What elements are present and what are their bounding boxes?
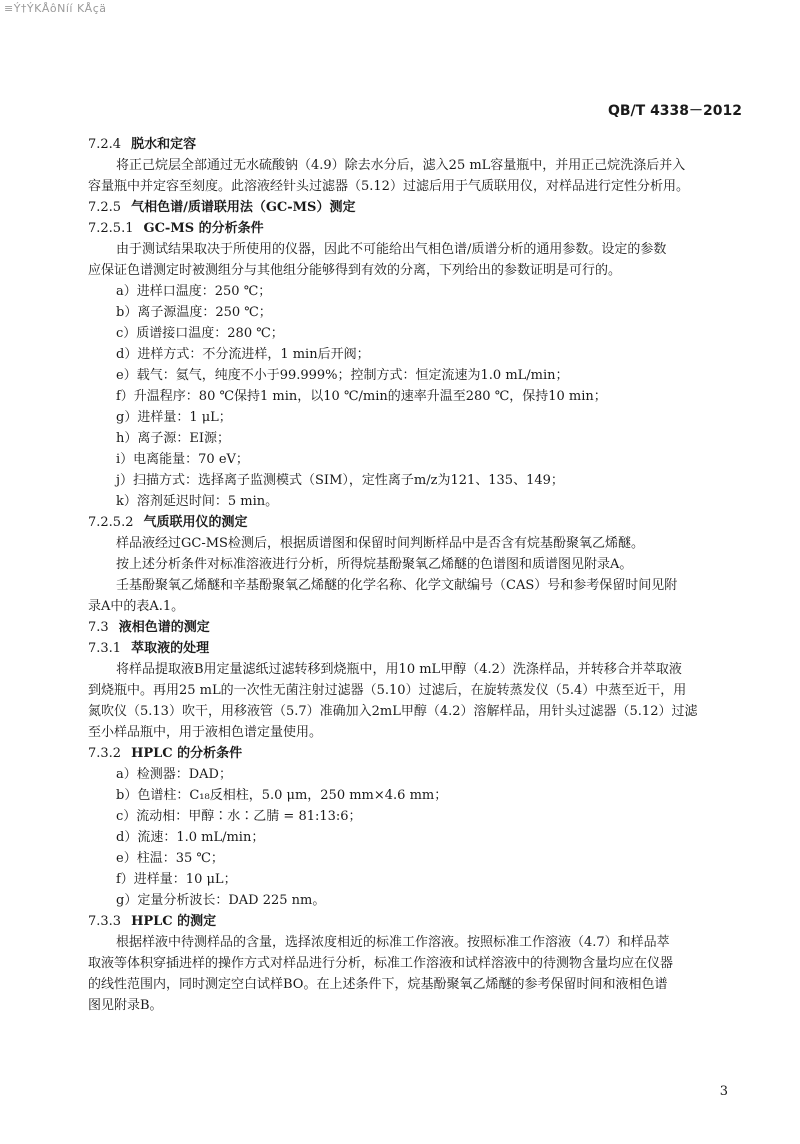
- paragraph-continuation: 录A中的表A.1。: [88, 599, 185, 614]
- section-heading: [88, 638, 752, 659]
- section-number: 7.2.5.2: [88, 515, 134, 530]
- list-item: f）进样量：10 μL；: [116, 872, 237, 887]
- section-title: HPLC 的分析条件: [131, 746, 243, 761]
- list-item: a）进样口温度：250 ℃；: [116, 284, 272, 299]
- paragraph-line: 将正己烷层全部通过无水硫酸钠（4.9）除去水分后，滤入25 mL容量瓶中，并用正己烷洗涤后并入: [116, 158, 686, 173]
- list-item: g）进样量：1 μL；: [116, 410, 232, 425]
- section-title: 脱水和定容: [131, 137, 197, 152]
- paragraph-continuation: 氮吹仪（5.13）吹干，用移液管（5.7）准确加入2mL甲醇（4.2）溶解样品，用针头过滤器（5.12）过滤: [88, 704, 698, 719]
- section-heading: [88, 512, 752, 533]
- paragraph-line: 将样品提取液B用定量滤纸过滤转移到烧瓶中，用10 mL甲醇（4.2）洗涤样品，并转移合并萃取液: [116, 662, 682, 677]
- paragraph-continuation: 到烧瓶中。再用25 mL的一次性无菌注射过滤器（5.10）过滤后，在旋转蒸发仪（5.4）中蒸至近干，用: [88, 683, 687, 698]
- section-title: HPLC 的测定: [131, 914, 217, 929]
- paragraph-line: 样品液经过GC-MS检测后，根据质谱图和保留时间判断样品中是否含有烷基酚聚氧乙烯醚。: [116, 536, 644, 551]
- list-item: d）流速：1.0 mL/min；: [116, 830, 265, 845]
- section-heading: [88, 911, 752, 932]
- section-title: 萃取液的处理: [131, 641, 210, 656]
- section-heading: [88, 197, 752, 218]
- list-item: b）离子源温度：250 ℃；: [116, 305, 272, 320]
- list-item: i）电离能量：70 eV；: [116, 452, 249, 467]
- section-number: 7.2.4: [88, 137, 122, 152]
- paragraph-line: 根据样液中待测样品的含量，选择浓度相近的标准工作溶液。按照标准工作溶液（4.7）和样品萃: [116, 935, 670, 950]
- section-heading: [88, 617, 752, 638]
- section-title: GC-MS 的分析条件: [143, 221, 264, 236]
- section-title: 液相色谱的测定: [118, 620, 210, 635]
- page-number: 3: [719, 1084, 728, 1099]
- list-item: e）柱温：35 ℃；: [116, 851, 224, 866]
- list-item: j）扫描方式：选择离子监测模式（SIM），定性离子m/z为121、135、149；: [116, 473, 564, 488]
- paragraph-continuation: 取液等体积穿插进样的操作方式对样品进行分析，标准工作溶液和试样溶液中的待测物含量均应在仪器: [88, 956, 674, 971]
- document-number: QB/T 4338－2012: [607, 103, 742, 119]
- section-number: 7.3: [88, 620, 109, 635]
- paragraph-line: 由于测试结果取决于所使用的仪器，因此不可能给出气相色谱/质谱分析的通用参数。设定的参数: [116, 242, 667, 257]
- paragraph-continuation: 的线性范围内，同时测定空白试样BO。在上述条件下，烷基酚聚氧乙烯醚的参考保留时间和液相色谱: [88, 977, 668, 992]
- paragraph-continuation: 图见附录B。: [88, 998, 163, 1013]
- document-body: [88, 134, 752, 1016]
- section-number: 7.2.5: [88, 200, 122, 215]
- paragraph-line: 按上述分析条件对标准溶液进行分析，所得烷基酚聚氧乙烯醚的色谱图和质谱图见附录A。: [116, 557, 633, 572]
- list-item: a）检测器：DAD；: [116, 767, 232, 782]
- watermark-text: ≡Ý†ÝKÅôNíí KÅçä: [4, 2, 107, 15]
- section-heading: [88, 743, 752, 764]
- section-title: 气质联用仪的测定: [143, 515, 248, 530]
- section-heading: [88, 134, 752, 155]
- section-number: 7.3.1: [88, 641, 122, 656]
- list-item: f）升温程序：80 ℃保持1 min，以10 ℃/min的速率升温至280 ℃，保持10 min；: [116, 389, 607, 404]
- list-item: c）质谱接口温度：280 ℃；: [116, 326, 284, 341]
- paragraph-continuation: 容量瓶中并定容至刻度。此溶液经针头过滤器（5.12）过滤后用于气质联用仪，对样品进行定性分析用。: [88, 179, 689, 194]
- section-number: 7.2.5.1: [88, 221, 134, 236]
- list-item: h）离子源：EI源；: [116, 431, 230, 446]
- list-item: b）色谱柱：C₁₈反相柱，5.0 μm，250 mm×4.6 mm；: [116, 788, 448, 803]
- paragraph-continuation: 至小样品瓶中，用于液相色谱定量使用。: [88, 725, 323, 740]
- section-number: 7.3.2: [88, 746, 122, 761]
- section-title: 气相色谱/质谱联用法（GC-MS）测定: [131, 200, 356, 215]
- list-item: e）载气：氦气，纯度不小于99.999%；控制方式：恒定流速为1.0 mL/min；: [116, 368, 569, 383]
- paragraph-line: 壬基酚聚氧乙烯醚和辛基酚聚氧乙烯醚的化学名称、化学文献编号（CAS）号和参考保留时间见附: [116, 578, 678, 593]
- section-number: 7.3.3: [88, 914, 122, 929]
- list-item: k）溶剂延迟时间：5 min。: [116, 494, 279, 509]
- list-item: d）进样方式：不分流进样，1 min后开阀；: [116, 347, 370, 362]
- list-item: g）定量分析波长：DAD 225 nm。: [116, 893, 326, 908]
- list-item: c）流动相：甲醇∶水∶乙腈 = 81:13:6；: [116, 809, 362, 824]
- section-heading: [88, 218, 752, 239]
- paragraph-continuation: 应保证色谱测定时被测组分与其他组分能够得到有效的分离，下列给出的参数证明是可行的。: [88, 263, 622, 278]
